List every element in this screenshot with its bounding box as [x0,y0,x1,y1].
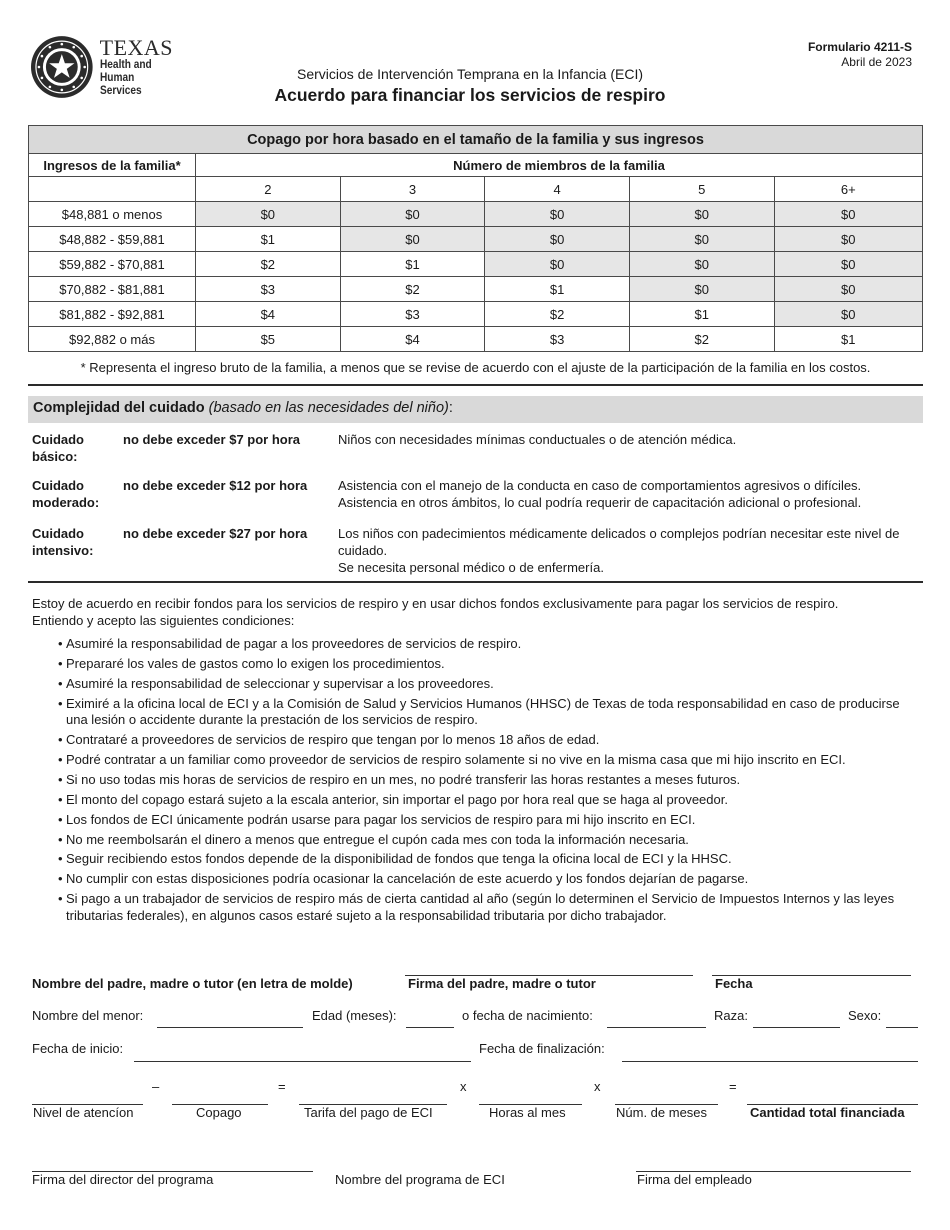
care-level-label: Cuidado intensivo: [32,526,94,558]
list-item: • Seguir recibiendo estos fondos depende de la disponibilidad de fondos que tenga la oficina local de ECI y la HHSC. [58,851,918,868]
care-level-description: Los niños con padecimientos médicamente delicados o complejos podrían necesitar este nivel de cuidado. Se necesita personal médico o de enfermería. [338,526,900,575]
child-name-field[interactable] [157,1027,303,1028]
list-item: • Si no uso todas mis horas de servicios de respiro en un mes, no podré transferir las horas restantes a meses futuros. [58,772,918,789]
list-item: • No me reembolsarán el dinero a menos que entregue el cupón cada mes con toda la información necesaria. [58,832,918,849]
copay-cell: $0 [774,202,922,227]
copay-cell: $0 [629,252,774,277]
table-caption: Copago por hora basado en el tamaño de la familia y sus ingresos [29,126,923,154]
agency-name: Servicios de Intervención Temprana en la Infancia (ECI) [296,66,644,82]
income-cell: $70,882 - $81,881 [29,277,196,302]
page-title: Acuerdo para financiar los servicios de respiro [274,85,666,105]
list-item: • Prepararé los vales de gastos como lo exigen los procedimientos. [58,656,918,673]
care-level-limit: no debe exceder $12 por hora [123,478,308,493]
start-date-label: Fecha de inicio: [32,1041,124,1056]
list-item: • No cumplir con estas disposiciones podría ocasionar la cancelación de este acuerdo y los fondos dejarían de pagarse. [58,871,918,888]
income-cell: $92,882 o más [29,327,196,352]
copay-cell: $0 [629,202,774,227]
income-cell: $81,882 - $92,881 [29,302,196,327]
family-size-cell: 2 [196,177,341,202]
num-months-caption: Núm. de meses [616,1105,708,1120]
copay-cell: $0 [774,252,922,277]
parent-signature-label: Firma del padre, madre o tutor [408,976,596,991]
parent-name-label: Nombre del padre, madre o tutor (en letra de molde) [32,976,353,991]
date-label: Fecha [715,976,753,991]
copay-cell: $1 [340,252,485,277]
family-size-cell: 5 [629,177,774,202]
care-level-basic [32,431,922,467]
race-field[interactable] [753,1027,840,1028]
copay-cell: $4 [340,327,485,352]
copay-cell: $0 [196,202,341,227]
list-item: • Eximiré a la oficina local de ECI y a la Comisión de Salud y Servicios Humanos (HHSC) de Texas de toda responsabilidad en caso de producirse una lesión o accidente durante la prestación de los servicios de respiro. [58,696,918,729]
employee-signature-label: Firma del empleado [637,1172,752,1187]
end-date-field[interactable] [622,1061,918,1062]
table-footnote: * Representa el ingreso bruto de la familia, a menos que se revise de acuerdo con el ajuste de la participación de la familia en los costos. [80,360,871,375]
copay-cell: $1 [774,327,922,352]
section-divider [28,581,923,583]
list-item: • Asumiré la responsabilidad de pagar a los proveedores de servicios de respiro. [58,636,918,653]
care-level-label: Cuidado moderado: [32,478,100,510]
income-cell: $48,882 - $59,881 [29,227,196,252]
copay-cell: $1 [196,227,341,252]
director-signature-label: Firma del director del programa [32,1172,214,1187]
empty-cell [29,177,196,202]
list-item: • Los fondos de ECI únicamente podrán usarse para pagar los servicios de respiro para mi hijo inscrito en ECI. [58,812,918,829]
table-row [29,302,923,327]
list-item: • Si pago a un trabajador de servicios de respiro más de cierta cantidad al año (según lo determinen el Servicio de Impuestos Internos y las leyes tributarias federales), en algunos casos estaré sujeto a la responsabilidad tributaria por dicho trabajador. [58,891,918,924]
copay-cell: $0 [629,227,774,252]
sex-field[interactable] [886,1027,918,1028]
minus-operator: – [152,1079,160,1094]
agreement-intro: Estoy de acuerdo en recibir fondos para los servicios de respiro y en usar dichos fondos exclusivamente para pagar los servicios de respiro. Entiendo y acepto las siguientes condiciones: [32,596,839,628]
copay-cell: $0 [774,227,922,252]
form-date: Abril de 2023 [841,55,912,69]
logo-subtitle-1: Health and Human [99,58,152,84]
income-cell: $48,881 o menos [29,202,196,227]
family-size-cell: 3 [340,177,485,202]
income-header: Ingresos de la familia* [29,154,196,177]
list-item: • Asumiré la responsabilidad de seleccionar y supervisar a los proveedores. [58,676,918,693]
total-funded-caption: Cantidad total financiada [750,1105,905,1120]
copay-cell: $0 [340,202,485,227]
list-item: • El monto del copago estará sujeto a la escala anterior, sin importar el pago por hora real que se haga al proveedor. [58,792,918,809]
family-size-cell: 6+ [774,177,922,202]
start-date-field[interactable] [134,1061,471,1062]
table-row [29,252,923,277]
care-level-limit: no debe exceder $7 por hora [123,432,301,447]
equals-operator: = [278,1079,286,1094]
times-operator: x [460,1079,467,1094]
copay-cell: $1 [485,277,630,302]
eci-rate-caption: Tarifa del pago de ECI [304,1105,433,1120]
list-item: • Podré contratar a un familiar como proveedor de servicios de respiro solamente si no vive en la misma casa que mi hijo inscrito en ECI. [58,752,918,769]
copay-cell: $3 [485,327,630,352]
age-label: Edad (meses): [312,1008,397,1023]
logo-subtitle-2: Services [99,84,142,97]
dob-label: o fecha de nacimiento: [462,1008,593,1023]
copay-cell: $4 [196,302,341,327]
copay-table [28,125,923,352]
form-number: Formulario 4211-S [807,40,912,54]
copay-cell: $0 [485,252,630,277]
copay-cell: $0 [629,277,774,302]
copay-cell: $3 [196,277,341,302]
care-level-moderate [32,477,922,513]
table-row [29,327,923,352]
child-name-label: Nombre del menor: [32,1008,144,1023]
end-date-label: Fecha de finalización: [479,1041,605,1056]
care-level-intensive [32,525,922,577]
logo-title: TEXAS [99,34,174,60]
copay-cell: $0 [485,202,630,227]
income-cell: $59,882 - $70,881 [29,252,196,277]
copay-cell: $0 [340,227,485,252]
care-level-caption: Nivel de atencíon [33,1105,134,1120]
copay-cell: $2 [485,302,630,327]
members-header: Número de miembros de la familia [196,154,923,177]
copay-cell: $0 [774,277,922,302]
race-label: Raza: [714,1008,748,1023]
sex-label: Sexo: [848,1008,882,1023]
table-row [29,277,923,302]
dob-field[interactable] [607,1027,706,1028]
table-row [29,227,923,252]
family-size-row [29,177,923,202]
times-operator: x [594,1079,601,1094]
copay-cell: $2 [196,252,341,277]
copay-cell: $3 [340,302,485,327]
copay-cell: $2 [340,277,485,302]
equals-operator: = [729,1079,737,1094]
care-level-limit: no debe exceder $27 por hora [123,526,308,541]
age-field[interactable] [406,1027,454,1028]
section-divider [28,384,923,386]
complexity-heading: Complejidad del cuidado (basado en las necesidades del niño): [28,396,923,423]
conditions-list [58,636,918,928]
program-name-label: Nombre del programa de ECI [335,1172,505,1187]
care-level-description: Niños con necesidades mínimas conductuales o de atención médica. [338,432,737,447]
care-level-description: Asistencia con el manejo de la conducta en caso de comportamientos agresivos o difíciles. Asistencia en otros ámbitos, lo cual podría requerir de capacitación adicional o profesional. [338,478,862,510]
care-level-label: Cuidado básico: [32,432,84,464]
table-row [29,202,923,227]
list-item: • Contrataré a proveedores de servicios de respiro que tengan por lo menos 18 años de edad. [58,732,918,749]
copay-cell: $0 [485,227,630,252]
copay-caption: Copago [196,1105,242,1120]
copay-cell: $5 [196,327,341,352]
copay-cell: $2 [629,327,774,352]
copay-cell: $0 [774,302,922,327]
family-size-cell: 4 [485,177,630,202]
hours-month-caption: Horas al mes [489,1105,566,1120]
copay-cell: $1 [629,302,774,327]
